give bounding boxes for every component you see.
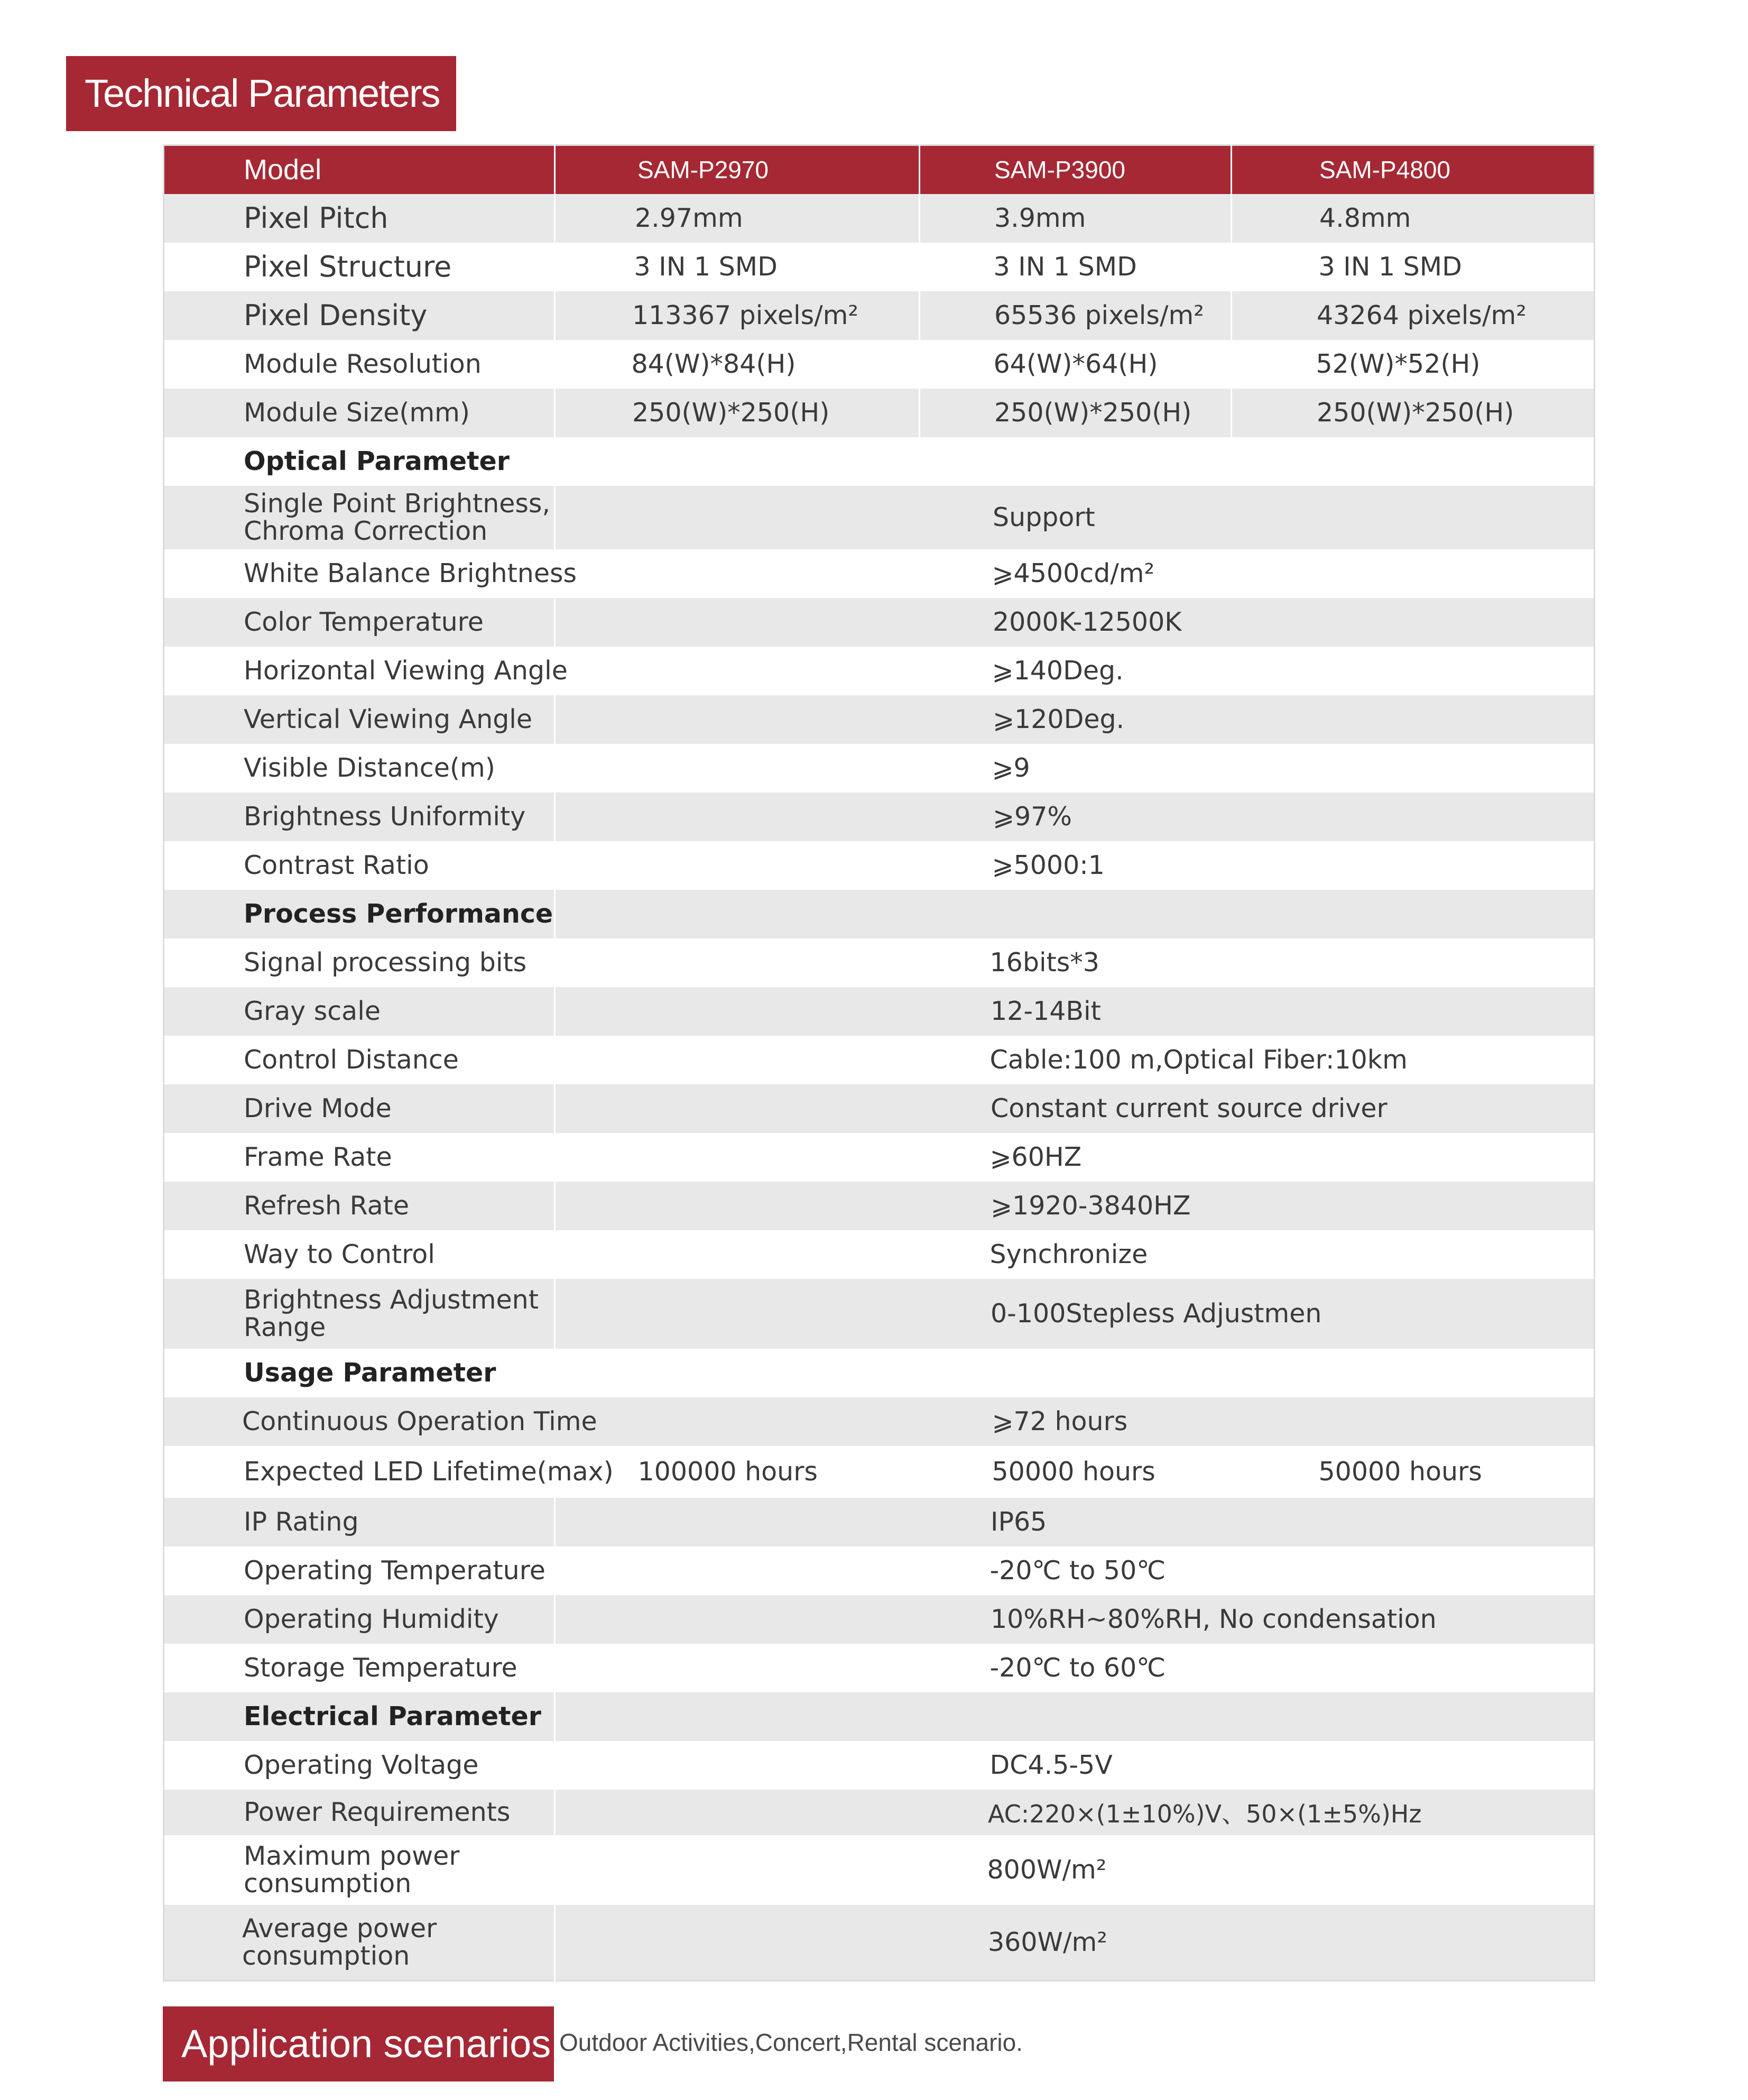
row-value: AC:220×(1±10%)V、50×(1±5%)Hz — [555, 1790, 1595, 1835]
row-value: Cable:100 m,Optical Fiber:10km — [989, 1045, 1408, 1075]
section-row-usage — [164, 1349, 1595, 1397]
application-text: Outdoor Activities,Concert,Rental scenario. — [559, 2029, 1023, 2056]
model-label: Model — [164, 145, 555, 194]
row-value: ⩾72 hours — [555, 1397, 1595, 1446]
section-heading: Optical Parameter — [244, 446, 510, 476]
row-label: Average power consumption — [164, 1905, 555, 1981]
row-label: Brightness Uniformity — [164, 793, 555, 841]
row-label: Way to Control — [244, 1239, 435, 1269]
row-label: Operating Humidity — [164, 1595, 555, 1644]
row-value: 3 IN 1 SMD — [993, 252, 1137, 282]
table-row — [164, 1230, 1595, 1279]
row-value: Synchronize — [989, 1239, 1148, 1269]
spec-table — [163, 144, 1595, 1982]
row-value: ⩾1920-3840HZ — [555, 1182, 1595, 1230]
row-value: DC4.5-5V — [989, 1750, 1113, 1780]
table-row — [164, 598, 1595, 647]
table-row — [164, 389, 1595, 437]
row-value: 3.9mm — [920, 194, 1232, 243]
section-heading: Electrical Parameter — [164, 1692, 555, 1741]
table-row — [164, 987, 1595, 1036]
table-row — [164, 1835, 1595, 1905]
table-row — [164, 1498, 1595, 1546]
row-value: ⩾140Deg. — [992, 656, 1124, 686]
model-name: SAM-P3900 — [920, 145, 1232, 194]
section-row-electrical — [164, 1692, 1595, 1741]
row-label: Single Point Brightness, Chroma Correction — [164, 486, 555, 549]
table-row — [164, 1036, 1595, 1084]
row-value: ⩾5000:1 — [992, 850, 1105, 880]
row-label: Control Distance — [244, 1045, 459, 1075]
row-value: 65536 pixels/m² — [920, 291, 1232, 340]
table-row — [164, 1595, 1595, 1644]
table-row — [164, 938, 1595, 987]
row-value: 4.8mm — [1232, 194, 1595, 243]
table-header-row — [164, 145, 1595, 194]
table-row — [164, 744, 1595, 793]
row-label: Pixel Density — [164, 291, 555, 340]
row-value: 100000 hours — [637, 1457, 818, 1487]
table-row — [164, 647, 1595, 695]
section-row-process — [164, 890, 1595, 938]
page-title: Technical Parameters — [66, 56, 456, 131]
row-label: Module Size(mm) — [164, 389, 555, 437]
table-row — [164, 1084, 1595, 1133]
row-value: 3 IN 1 SMD — [1318, 252, 1462, 282]
section-heading: Process Performance — [164, 890, 555, 938]
row-value: ⩾4500cd/m² — [992, 558, 1155, 588]
table-row — [164, 841, 1595, 890]
row-label: Horizontal Viewing Angle — [244, 656, 568, 686]
section-heading: Usage Parameter — [244, 1358, 496, 1388]
table-row — [164, 1133, 1595, 1182]
row-value: 52(W)*52(H) — [1316, 349, 1481, 379]
row-label: Vertical Viewing Angle — [164, 695, 555, 744]
row-value: 800W/m² — [987, 1855, 1107, 1885]
table-row — [164, 1741, 1595, 1790]
row-value: 360W/m² — [555, 1905, 1595, 1981]
row-value: 2.97mm — [555, 194, 920, 243]
model-name: SAM-P2970 — [555, 145, 920, 194]
table-row — [164, 695, 1595, 744]
row-value: Support — [555, 486, 1595, 549]
table-row — [164, 1644, 1595, 1692]
row-label: Continuous Operation Time — [164, 1397, 555, 1446]
table-row — [164, 486, 1595, 549]
row-value: 2000K-12500K — [555, 598, 1595, 647]
row-value: 84(W)*84(H) — [631, 349, 796, 379]
model-name: SAM-P4800 — [1232, 145, 1595, 194]
row-value: -20℃ to 60℃ — [989, 1653, 1166, 1683]
row-label: Gray scale — [164, 987, 555, 1036]
row-label: Refresh Rate — [164, 1182, 555, 1230]
row-label: Visible Distance(m) — [244, 753, 495, 783]
row-label: Expected LED Lifetime(max) — [244, 1457, 614, 1487]
table-row — [164, 340, 1595, 389]
row-value: 50000 hours — [1318, 1457, 1482, 1487]
row-value: ⩾97% — [555, 793, 1595, 841]
row-value: 250(W)*250(H) — [1232, 389, 1595, 437]
row-value: 113367 pixels/m² — [555, 291, 920, 340]
row-value: 10%RH~80%RH, No condensation — [555, 1595, 1595, 1644]
row-label: Contrast Ratio — [244, 850, 429, 880]
row-label: Storage Temperature — [244, 1653, 517, 1683]
row-label: Power Requirements — [164, 1790, 555, 1835]
row-label: Frame Rate — [244, 1142, 392, 1172]
row-label: Pixel Structure — [244, 250, 452, 283]
row-value: 50000 hours — [992, 1457, 1155, 1487]
row-value: 16bits*3 — [989, 947, 1099, 978]
table-row — [164, 1397, 1595, 1446]
section-row-optical — [164, 437, 1595, 486]
row-value: -20℃ to 50℃ — [989, 1555, 1166, 1586]
row-value: ⩾60HZ — [989, 1142, 1082, 1172]
table-row — [164, 1546, 1595, 1595]
table-row — [164, 1905, 1595, 1981]
row-label: White Balance Brightness — [244, 558, 577, 588]
table-row — [164, 243, 1595, 291]
row-value: 12-14Bit — [555, 987, 1595, 1036]
table-row — [164, 1279, 1595, 1349]
row-value: 43264 pixels/m² — [1232, 291, 1595, 340]
row-value: Constant current source driver — [555, 1084, 1595, 1133]
row-value: IP65 — [555, 1498, 1595, 1546]
row-label: Operating Temperature — [244, 1555, 545, 1586]
row-value: 0-100Stepless Adjustmen — [555, 1279, 1595, 1349]
row-label: Maximum power consumption — [244, 1840, 460, 1899]
row-value: ⩾9 — [992, 753, 1030, 783]
row-label: Module Resolution — [244, 349, 482, 379]
row-label: Brightness Adjustment Range — [164, 1279, 555, 1349]
row-label: Color Temperature — [164, 598, 555, 647]
table-row — [164, 291, 1595, 340]
row-value: ⩾120Deg. — [555, 695, 1595, 744]
row-value: 64(W)*64(H) — [993, 349, 1158, 379]
row-label: Operating Voltage — [244, 1750, 479, 1780]
table-row — [164, 1790, 1595, 1835]
row-value: 250(W)*250(H) — [555, 389, 920, 437]
row-value: 250(W)*250(H) — [920, 389, 1232, 437]
table-row — [164, 194, 1595, 243]
row-label: IP Rating — [164, 1498, 555, 1546]
table-row — [164, 1446, 1595, 1498]
table-row — [164, 793, 1595, 841]
row-label: Pixel Pitch — [164, 194, 555, 243]
table-row — [164, 1182, 1595, 1230]
table-row — [164, 549, 1595, 598]
application-title: Application scenarios — [163, 2006, 554, 2081]
row-label: Signal processing bits — [244, 947, 527, 978]
row-label: Drive Mode — [164, 1084, 555, 1133]
row-value: 3 IN 1 SMD — [634, 252, 778, 282]
